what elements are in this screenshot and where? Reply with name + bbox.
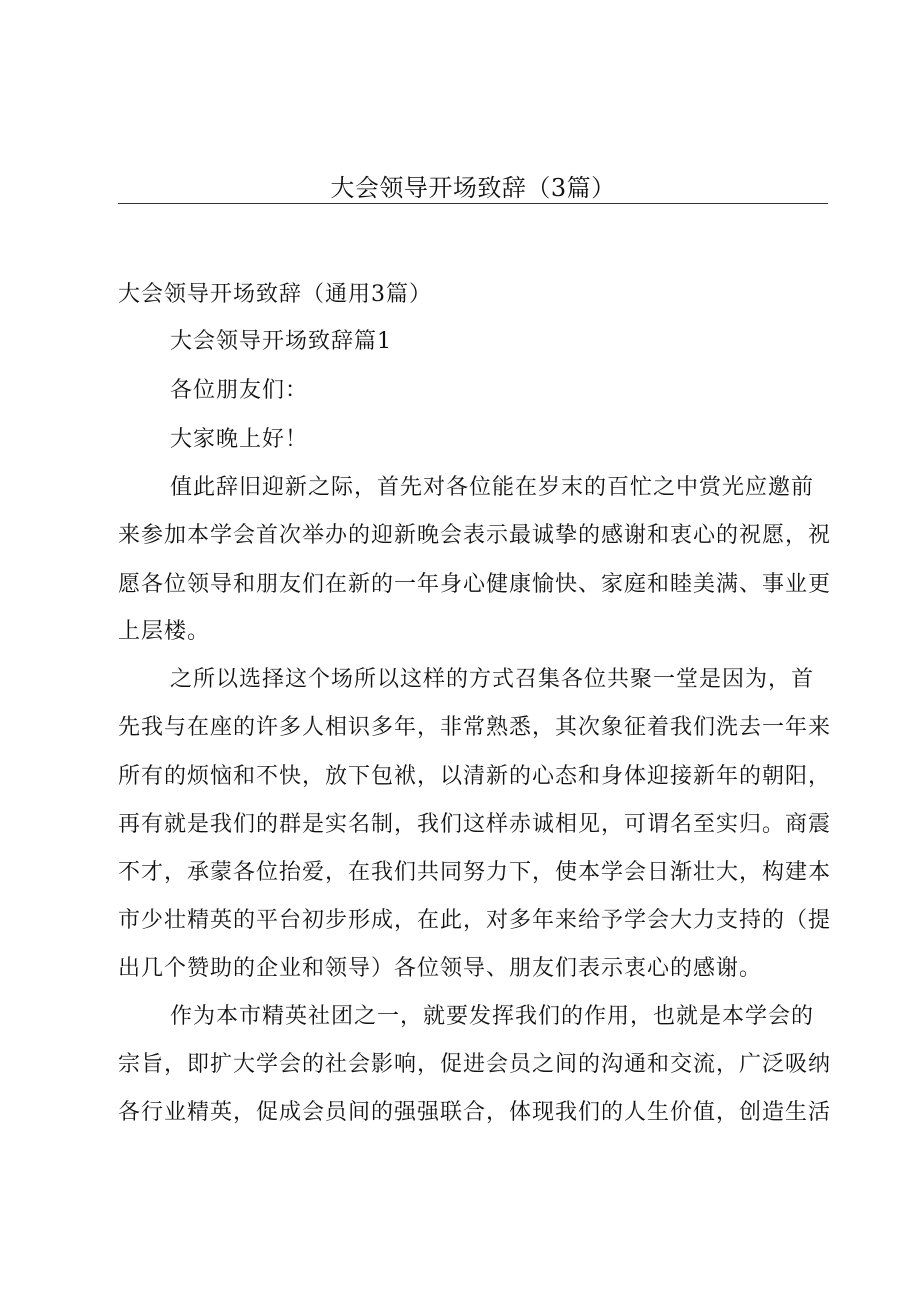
paragraph-3-line-3: 各行业精英，促成会员间的强强联合，体现我们的人生价值，创造生活 [118, 1100, 832, 1125]
paragraph-3-line-2: 宗旨，即扩大学会的社会影响，促进会员之间的沟通和交流，广泛吸纳 [118, 1052, 832, 1077]
paragraph-2-line-2: 先我与在座的许多人相识多年，非常熟悉，其次象征着我们洗去一年来 [118, 715, 832, 740]
document-title: 大会领导开场致辞（3篇） [330, 174, 616, 202]
salutation-line: 各位朋友们： [170, 378, 309, 403]
section-heading: 大会领导开场致辞篇1 [170, 329, 392, 354]
title-underline [118, 203, 828, 204]
paragraph-2-line-4: 再有就是我们的群是实名制，我们这样赤诚相见，可谓名至实归。商震 [118, 812, 832, 837]
paragraph-2-line-1: 之所以选择这个场所以这样的方式召集各位共聚一堂是因为，首 [170, 667, 815, 692]
subtitle-line: 大会领导开场致辞（通用3篇） [118, 282, 432, 307]
paragraph-1-line-2: 来参加本学会首次举办的迎新晚会表示最诚挚的感谢和衷心的祝愿，祝 [118, 523, 832, 548]
greeting-line: 大家晚上好！ [170, 427, 309, 452]
paragraph-2-line-3: 所有的烦恼和不快，放下包袱，以清新的心态和身体迎接新年的朝阳， [118, 764, 832, 789]
paragraph-2-line-7: 出几个赞助的企业和领导）各位领导、朋友们表示衷心的感谢。 [118, 956, 763, 981]
paragraph-1-line-1: 值此辞旧迎新之际，首先对各位能在岁末的百忙之中赏光应邀前 [170, 475, 815, 500]
paragraph-2-line-5: 不才，承蒙各位抬爱，在我们共同努力下，使本学会日渐壮大，构建本 [118, 860, 832, 885]
paragraph-1-line-4: 上层楼。 [118, 619, 211, 644]
paragraph-1-line-3: 愿各位领导和朋友们在新的一年身心健康愉快、家庭和睦美满、事业更 [118, 572, 832, 597]
paragraph-2-line-6: 市少壮精英的平台初步形成，在此，对多年来给予学会大力支持的（提 [118, 908, 832, 933]
paragraph-3-line-1: 作为本市精英社团之一，就要发挥我们的作用，也就是本学会的 [170, 1004, 815, 1029]
